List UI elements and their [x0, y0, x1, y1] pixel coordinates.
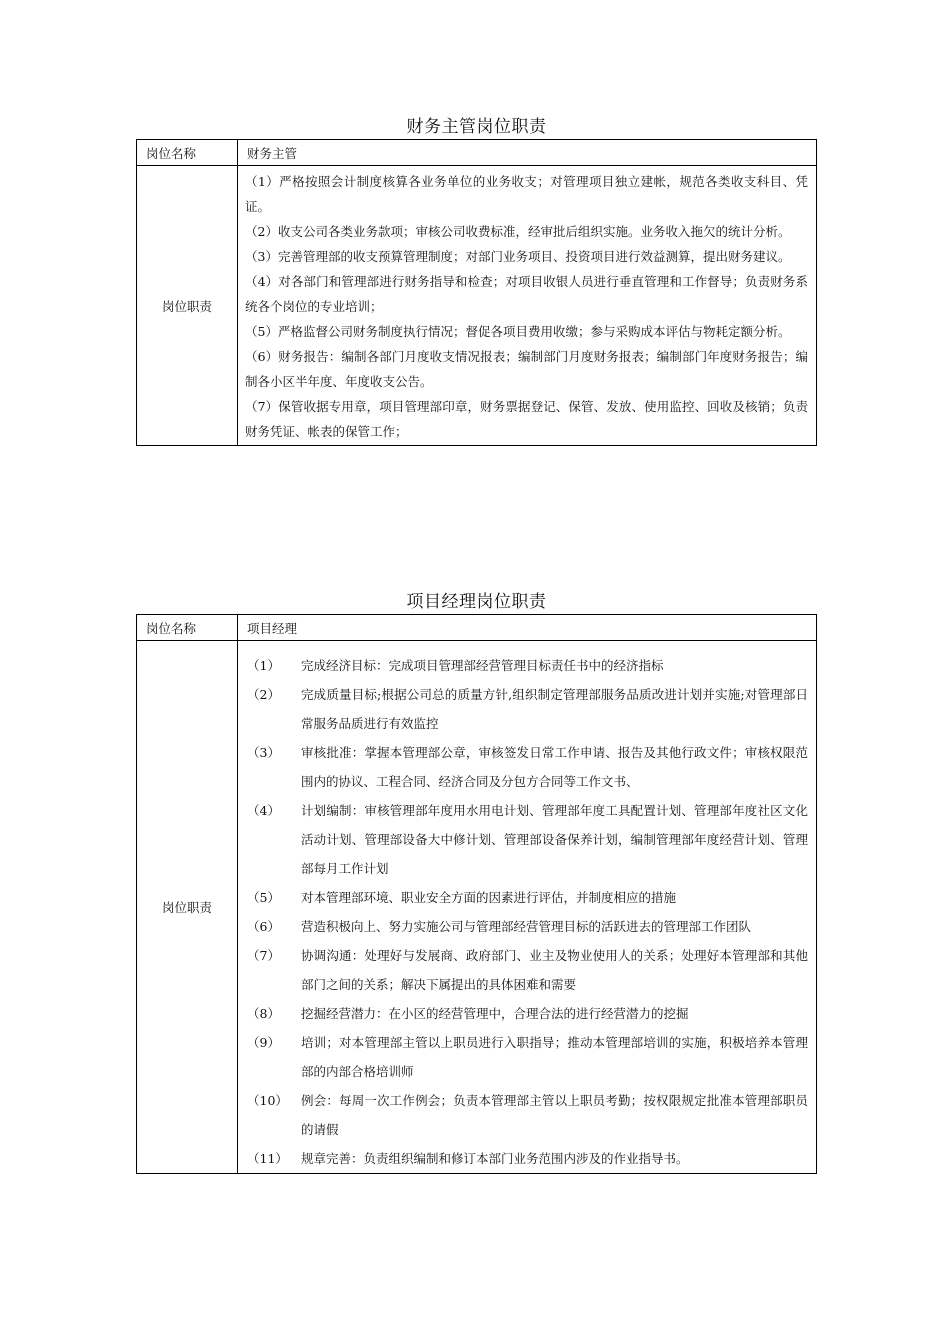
position-name-value: 项目经理: [238, 615, 817, 641]
list-item: [245, 680, 808, 738]
list-item: [245, 999, 808, 1028]
item-number: （4）: [247, 803, 280, 818]
position-name-label: 岗位名称: [137, 615, 238, 641]
duty-label: 岗位职责: [137, 641, 238, 1174]
list-item: （1）严格按照会计制度核算各业务单位的业务收支；对管理项目独立建帐，规范各类收支科目、凭证。: [245, 174, 808, 214]
list-item: [245, 796, 808, 883]
item-text: 培训；对本管理部主管以上职员进行入职指导；推动本管理部培训的实施，积极培养本管理部的内部合格培训师: [301, 1035, 808, 1079]
item-number: （10）: [247, 1093, 288, 1108]
finance-duty-table: [136, 139, 817, 446]
list-item: [245, 1144, 808, 1173]
list-item: [245, 738, 808, 796]
item-text: 挖掘经营潜力：在小区的经营管理中，合理合法的进行经营潜力的挖掘: [301, 1006, 689, 1021]
item-number: （2）: [247, 687, 280, 702]
item-number: （5）: [247, 890, 280, 905]
item-text: 规章完善：负责组织编制和修订本部门业务范围内涉及的作业指导书。: [301, 1151, 689, 1166]
table-row: [137, 166, 817, 446]
section-title-finance: 财务主管岗位职责: [406, 117, 547, 137]
position-name-value: 财务主管: [238, 140, 817, 166]
item-text: 计划编制：审核管理部年度用水用电计划、管理部年度工具配置计划、管理部年度社区文化活动计划、管理部设备大中修计划、管理部设备保养计划，编制管理部年度经营计划、管理部每月工作计划: [301, 803, 808, 876]
item-text: 完成经济目标：完成项目管理部经营管理目标责任书中的经济指标: [301, 658, 664, 673]
section-title-project-manager: 项目经理岗位职责: [406, 592, 547, 612]
duty-list: [238, 166, 817, 446]
item-number: （7）: [247, 948, 280, 963]
list-item: （4）对各部门和管理部进行财务指导和检查；对项目收银人员进行垂直管理和工作督导；负责财务系统各个岗位的专业培训；: [245, 274, 808, 314]
item-number: （6）: [247, 919, 280, 934]
list-item: [245, 941, 808, 999]
item-number: （1）: [247, 658, 280, 673]
item-text: 营造积极向上、努力实施公司与管理部经营管理目标的活跃进去的管理部工作团队: [301, 919, 752, 934]
table-row: [137, 641, 817, 1174]
list-item: [245, 651, 808, 680]
item-number: （11）: [247, 1151, 288, 1166]
item-number: （3）: [247, 745, 280, 760]
list-item: （3）完善管理部的收支预算管理制度；对部门业务项目、投资项目进行效益测算，提出财务建议。: [245, 249, 791, 264]
duty-list: [238, 641, 817, 1174]
duty-label: 岗位职责: [137, 166, 238, 446]
list-item: [245, 883, 808, 912]
table-row: [137, 140, 817, 166]
list-item: [245, 912, 808, 941]
item-text: 完成质量目标;根据公司总的质量方针,组织制定管理部服务品质改进计划并实施;对管理部日常服务品质进行有效监控: [301, 687, 808, 731]
list-item: （6）财务报告：编制各部门月度收支情况报表；编制部门月度财务报表；编制部门年度财务报告；编制各小区半年度、年度收支公告。: [245, 349, 808, 389]
list-item: （5）严格监督公司财务制度执行情况；督促各项目费用收缴；参与采购成本评估与物耗定额分析。: [245, 324, 791, 339]
item-text: 协调沟通：处理好与发展商、政府部门、业主及物业使用人的关系；处理好本管理部和其他部门之间的关系；解决下属提出的具体困难和需要: [301, 948, 808, 992]
item-text: 例会：每周一次工作例会；负责本管理部主管以上职员考勤；按权限规定批准本管理部职员的请假: [301, 1093, 808, 1137]
item-text: 审核批准：掌握本管理部公章，审核签发日常工作申请、报告及其他行政文件；审核权限范围内的协议、工程合同、经济合同及分包方合同等工作文书、: [301, 745, 808, 789]
list-item: （7）保管收据专用章，项目管理部印章，财务票据登记、保管、发放、使用监控、回收及核销；负责财务凭证、帐表的保管工作；: [245, 399, 808, 439]
item-number: （8）: [247, 1006, 280, 1021]
list-item: （2）收支公司各类业务款项；审核公司收费标准，经审批后组织实施。业务收入拖欠的统计分析。: [245, 224, 791, 239]
pm-duty-table: [136, 614, 817, 1174]
list-item: [245, 1086, 808, 1144]
table-row: [137, 615, 817, 641]
item-text: 对本管理部环境、职业安全方面的因素进行评估，并制度相应的措施: [301, 890, 677, 905]
item-number: （9）: [247, 1035, 280, 1050]
position-name-label: 岗位名称: [137, 140, 238, 166]
list-item: [245, 1028, 808, 1086]
